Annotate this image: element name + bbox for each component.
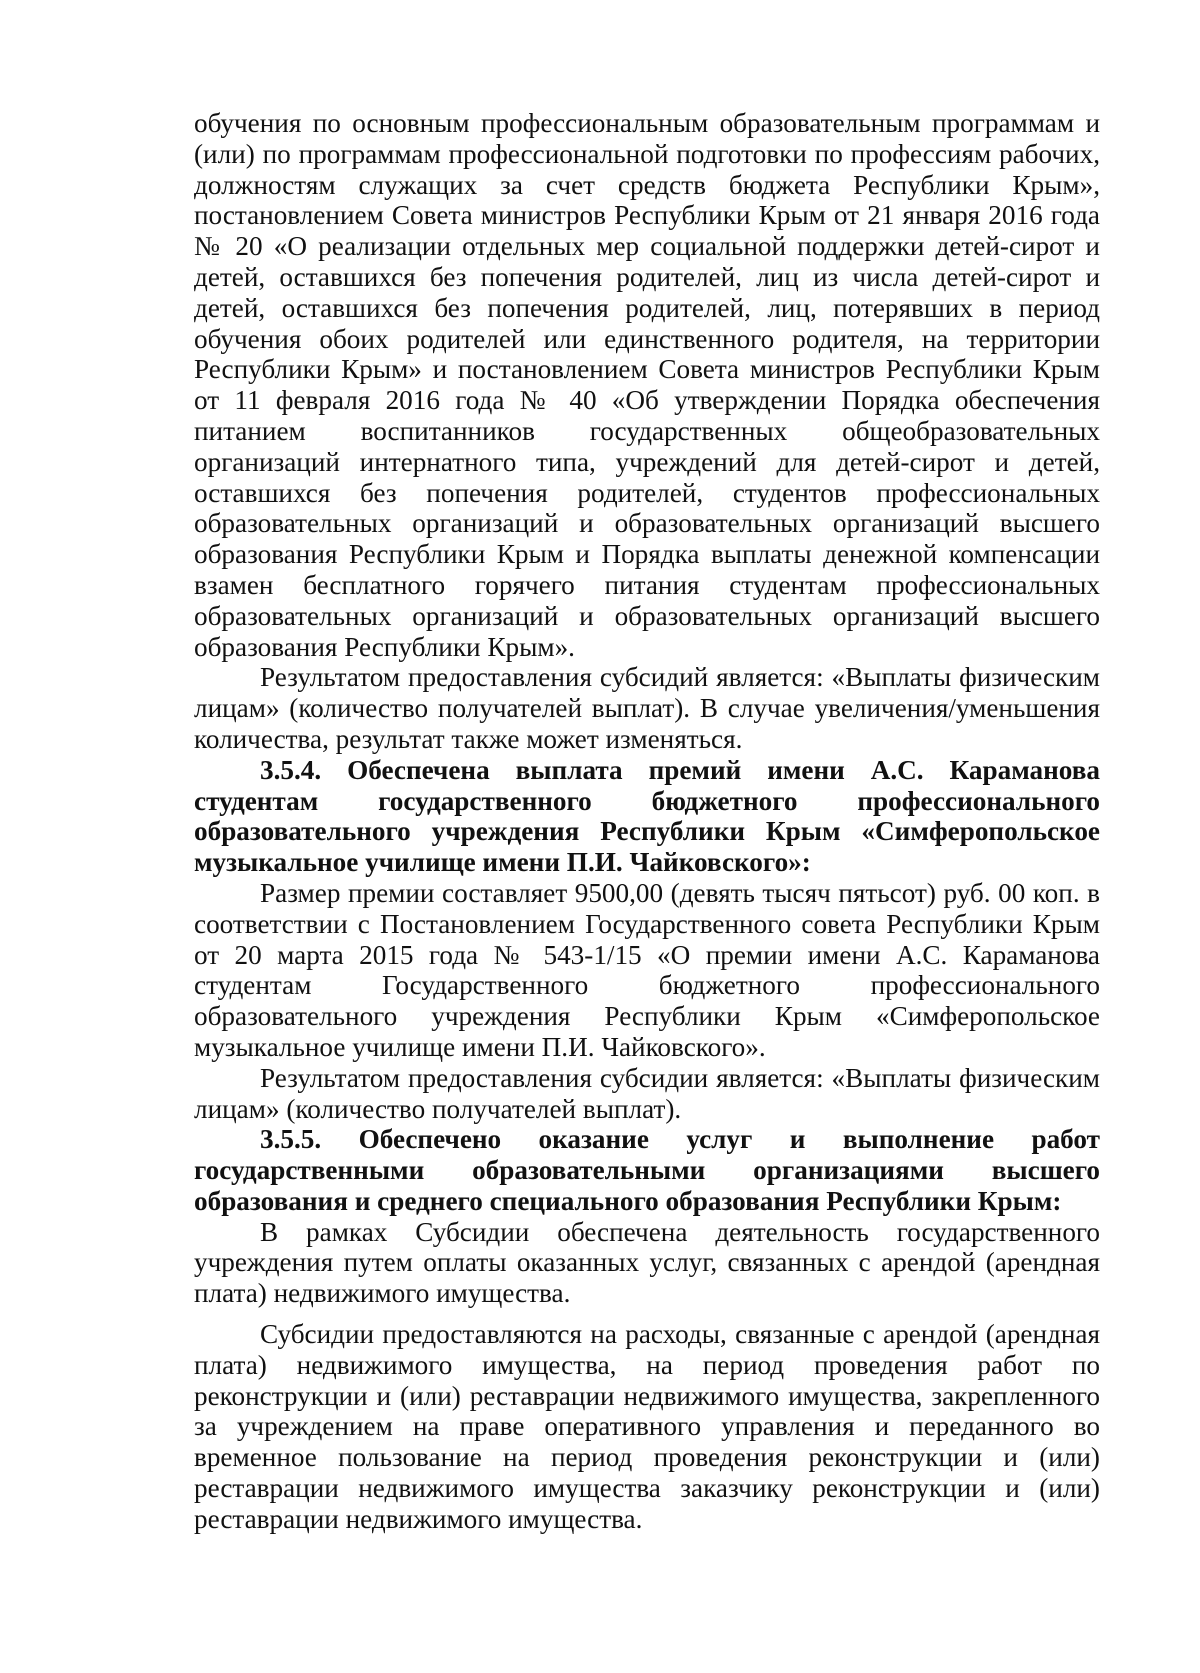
paragraph-result-1: Результатом предоставления субсидий является: «Выплаты физическим лицам» (количество получателей выплат). В случае увеличения/уменьшения количества, результат также может изменяться. (194, 662, 1100, 754)
paragraph-subsidy-scope: В рамках Субсидии обеспечена деятельность государственного учреждения путем оплаты оказанных услуг, связанных с арендой (арендная плата) недвижимого имущества. (194, 1216, 1100, 1309)
paragraph-premium-size: Размер премии составляет 9500,00 (девять тысяч пятьсот) руб. 00 коп. в соответствии с Постановлением Государственного совета Республики Крым от 20 марта 2015 года № 543-1/15 «О премии имени А.С. Караманова студентам Государственного бюджетного профессионального образовательного учреждения Республики Крым «Симферопольское музыкальное училище имени П.И. Чайковского». (194, 877, 1100, 1062)
paragraph-continuation: обучения по основным профессиональным образовательным программам и (или) по программам профессиональной подготовки по профессиям рабочих, должностям служащих за счет средств бюджета Республики Крым», постановлением Совета министров Республики Крым от 21 января 2016 года № 20 «О реализации отдельных мер социальной поддержки детей-сирот и детей, оставшихся без попечения родителей, лиц из числа детей-сирот и детей, оставшихся без попечения родителей, лиц, потерявших в период обучения обоих родителей или единственного родителя, на территории Республики Крым» и постановлением Совета министров Республики Крым от 11 февраля 2016 года № 40 «Об утверждении Порядка обеспечения питанием воспитанников государственных общеобразовательных организаций интернатного типа, учреждений для детей-сирот и детей, оставшихся без попечения родителей, студентов профессиональных образовательных организаций и образовательных организаций высшего образования Республики Крым и Порядка выплаты денежной компенсации взамен бесплатного горячего питания студентам профессиональных образовательных организаций и образовательных организаций высшего образования Республики Крым». (194, 108, 1100, 662)
paragraph-subsidy-expenses: Субсидии предоставляются на расходы, связанные с арендой (арендная плата) недвижимого имущества, на период проведения работ по реконструкции и (или) реставрации недвижимого имущества, закрепленного за учреждением на праве оперативного управления и переданного во временное пользование на период проведения реконструкции и (или) реставрации недвижимого имущества заказчику реконструкции и (или) реставрации недвижимого имущества. (194, 1319, 1100, 1534)
document-body (194, 108, 1100, 1535)
section-heading-3-5-4: 3.5.4. Обеспечена выплата премий имени А.С. Караманова студентам государственного бюджетного профессионального образовательного учреждения Республики Крым «Симферопольское музыкальное училище имени П.И. Чайковского»: (194, 754, 1100, 878)
section-heading-3-5-5: 3.5.5. Обеспечено оказание услуг и выполнение работ государственными образовательными организациями высшего образования и среднего специального образования Республики Крым: (194, 1124, 1100, 1216)
paragraph-result-2: Результатом предоставления субсидии является: «Выплаты физическим лицам» (количество получателей выплат). (194, 1062, 1100, 1124)
